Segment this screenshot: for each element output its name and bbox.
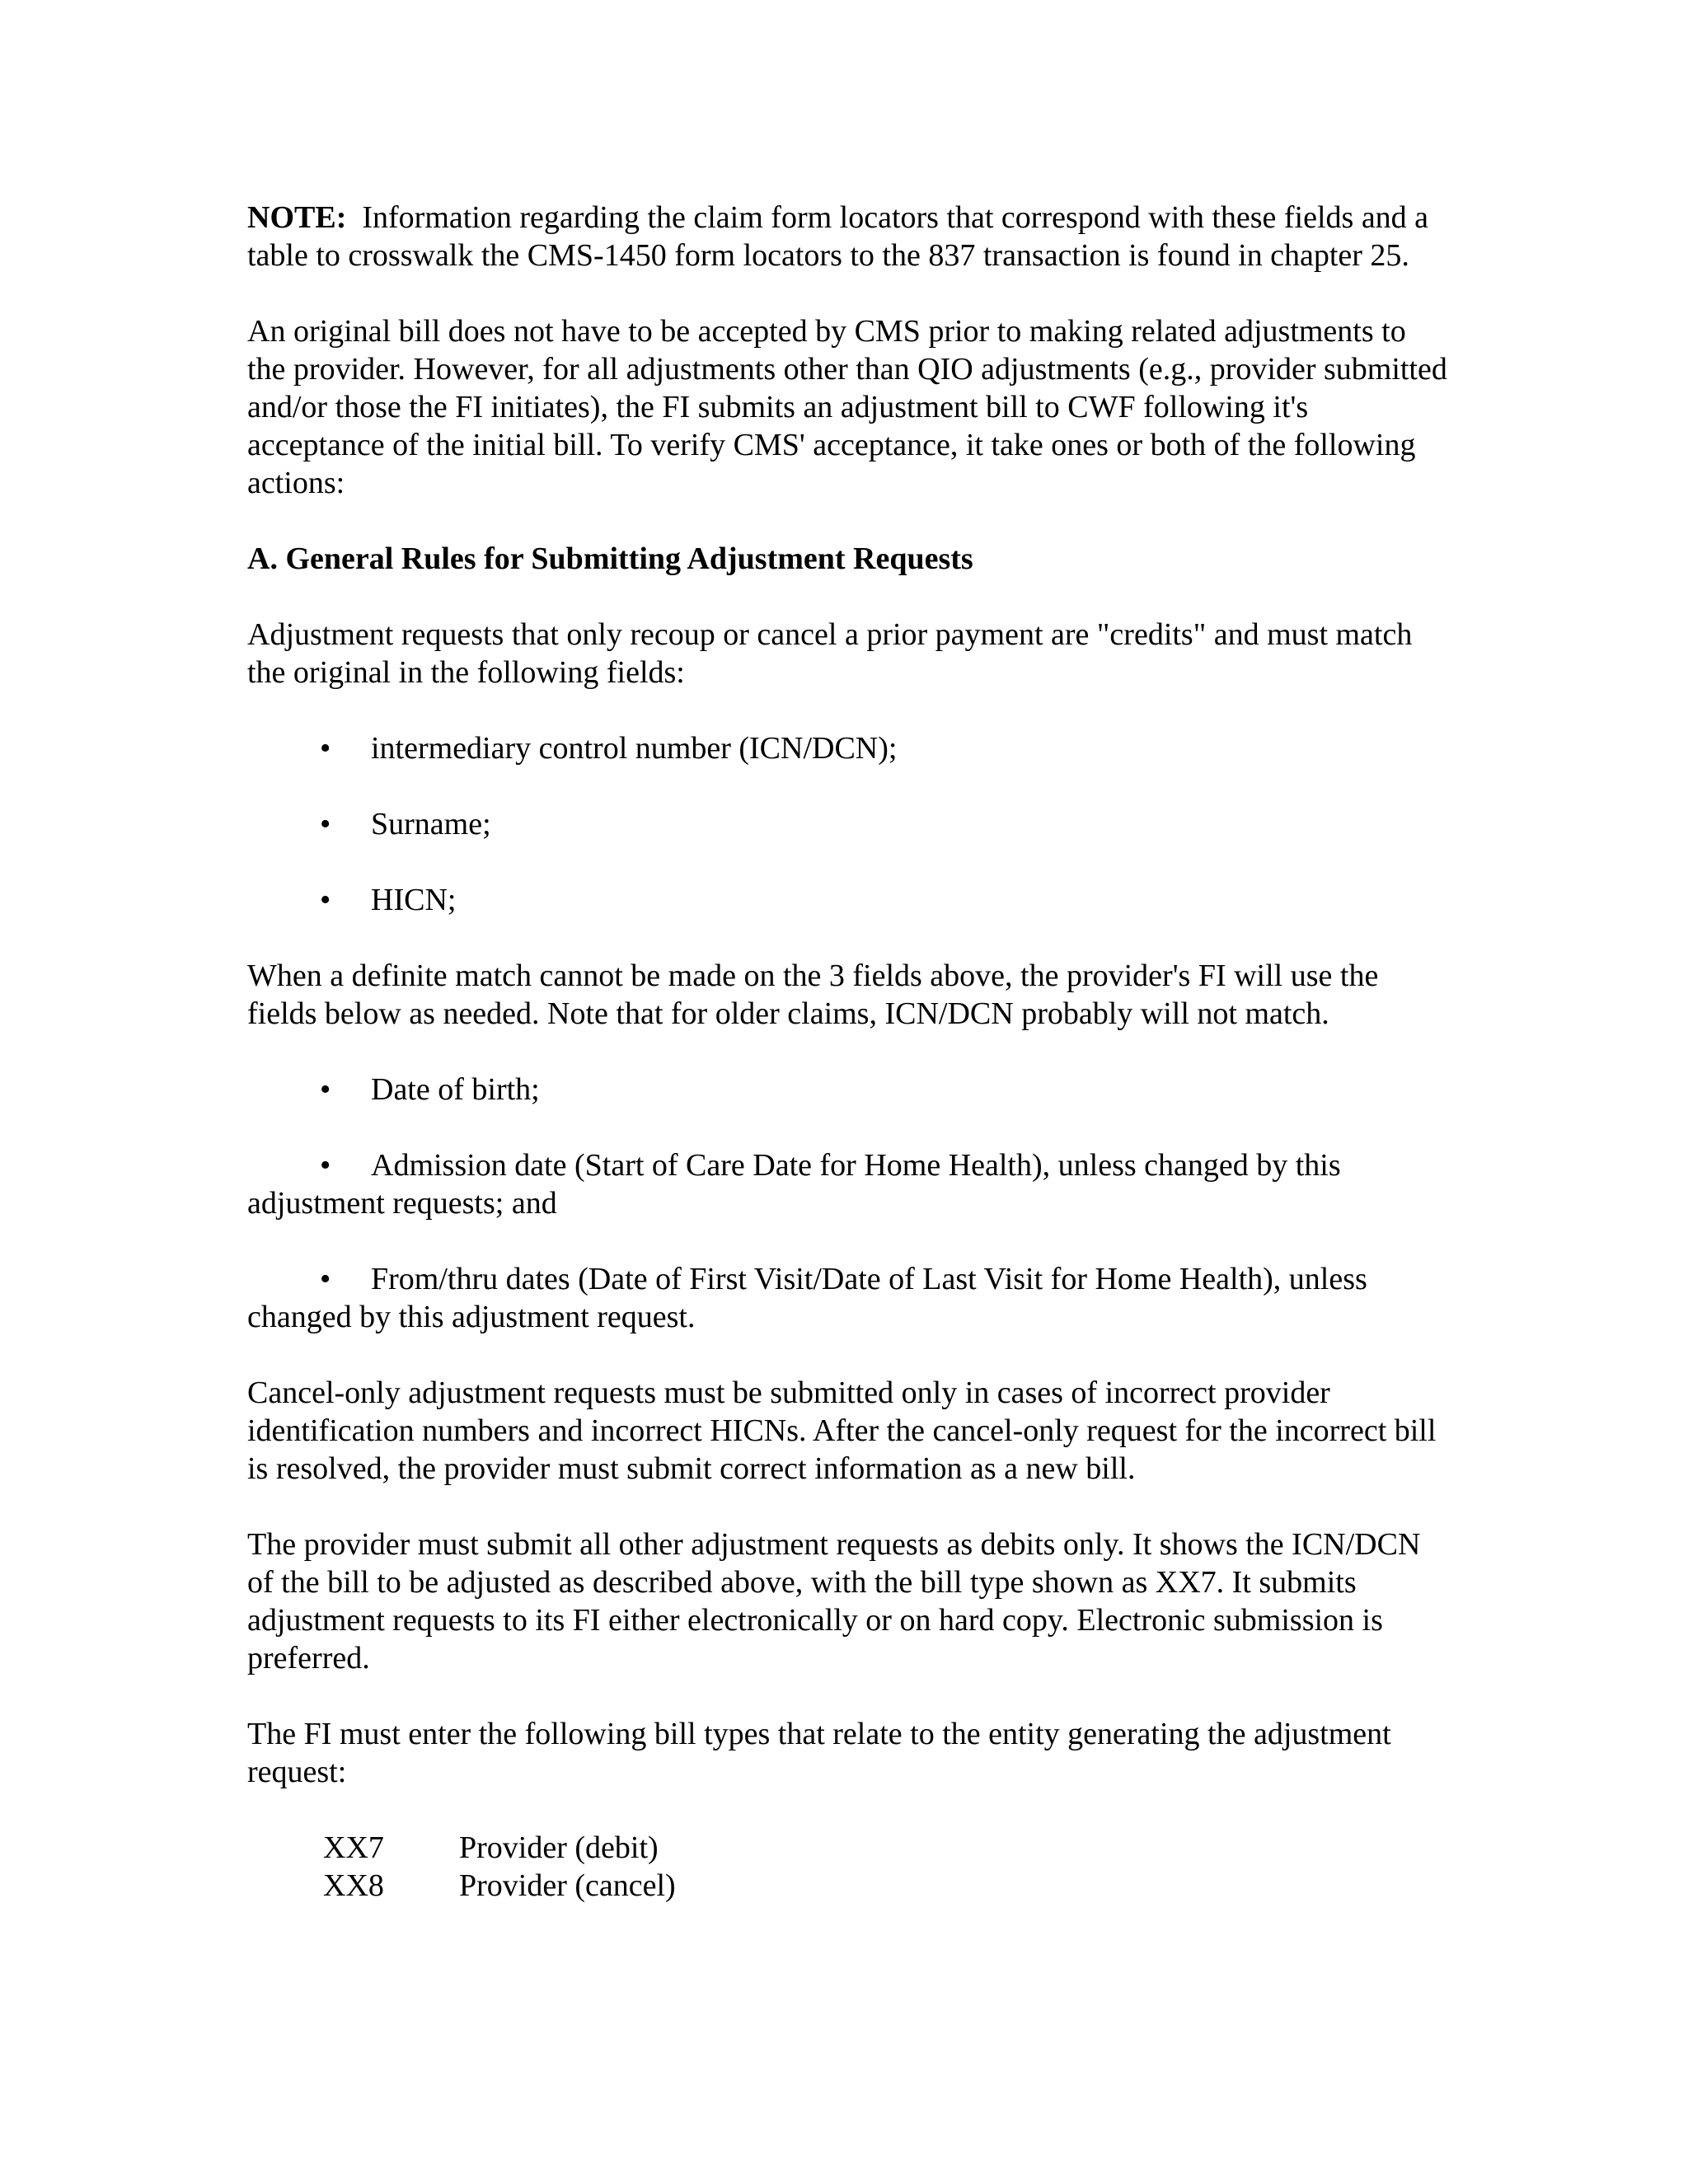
debits-paragraph: The provider must submit all other adjustment requests as debits only. It shows the ICN/DCN of the bill to be adjusted as described above, with the bill type shown as XX7. It submits adjustment requests to its FI either electronically or on hard copy. Electronic submission is preferred. [247,1527,1421,1675]
list-item-text: Date of birth; [371,1072,540,1107]
table-row [323,1867,1451,1905]
list-item-text: Admission date (Start of Care Date for Home Health), unless changed by this adjustment requests; and [247,1148,1341,1221]
match-fields-list [247,729,1451,919]
definite-match-paragraph: When a definite match cannot be made on the 3 fields above, the provider's FI will use the fields below as needed. Note that for older claims, ICN/DCN probably will not match. [247,958,1379,1031]
document-page [247,199,1451,1905]
note-paragraph [247,199,1451,274]
list-item [247,881,1451,919]
list-item [247,1260,1451,1336]
list-item [247,805,1451,843]
table-row [323,1829,1451,1867]
bullet-icon: • [320,883,331,917]
original-bill-paragraph: An original bill does not have to be accepted by CMS prior to making related adjustments to the provider. However, for all adjustments other than QIO adjustments (e.g., provider submitted and/or those the FI initiates), the FI submits an adjustment bill to CWF following it's acceptance of the initial bill. To verify CMS' acceptance, it take ones or both of the following actions: [247,314,1447,500]
list-item [247,1146,1451,1222]
bullet-icon: • [320,1072,331,1107]
bill-type-codes-table [247,1829,1451,1905]
cancel-only-paragraph: Cancel-only adjustment requests must be submitted only in cases of incorrect provider identification numbers and incorrect HICNs. After the cancel-only request for the incorrect bill is resolved, the provider must submit correct information as a new bill. [247,1376,1437,1486]
list-item-text: HICN; [371,883,457,917]
bill-types-paragraph: The FI must enter the following bill types that relate to the entity generating the adjustment request: [247,1717,1391,1789]
list-item [247,729,1451,767]
list-item [247,1071,1451,1108]
fallback-fields-list [247,1071,1451,1336]
list-item-text: From/thru dates (Date of First Visit/Date of Last Visit for Home Health), unless changed by this adjustment request. [247,1262,1367,1334]
bullet-icon: • [320,1262,331,1296]
bill-type-description: Provider (debit) [459,1830,659,1865]
list-item-text: Surname; [371,807,491,841]
note-label: NOTE: [247,200,347,235]
bill-type-code: XX8 [323,1868,384,1903]
bullet-icon: • [320,807,331,841]
bullet-icon: • [320,731,331,766]
note-text: Information regarding the claim form locators that correspond with these fields and a table to crosswalk the CMS-1450 form locators to the 837 transaction is found in chapter 25. [247,200,1429,273]
section-heading: A. General Rules for Submitting Adjustment Requests [247,541,973,576]
list-item-text: intermediary control number (ICN/DCN); [371,731,898,766]
bullet-icon: • [320,1148,331,1183]
credits-paragraph: Adjustment requests that only recoup or cancel a prior payment are "credits" and must match the original in the following fields: [247,617,1413,690]
bill-type-code: XX7 [323,1830,384,1865]
bill-type-description: Provider (cancel) [459,1868,676,1903]
